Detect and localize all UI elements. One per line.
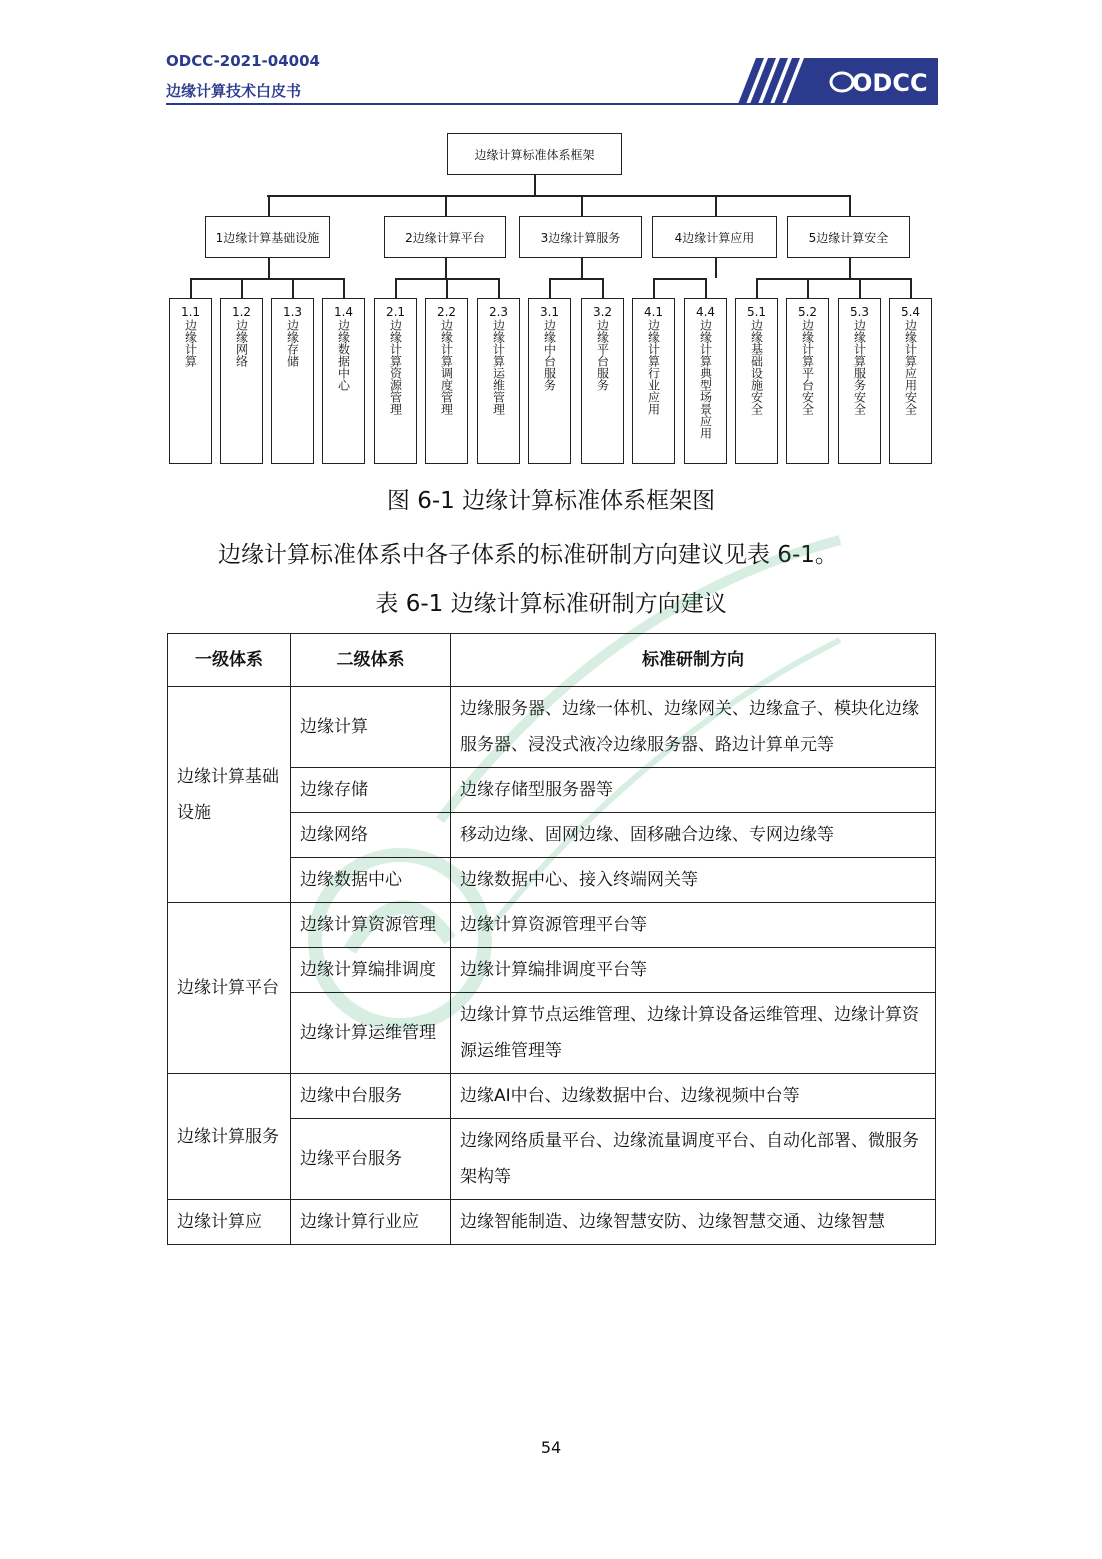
level2-cell: 边缘中台服务	[291, 1074, 451, 1119]
level2-cell: 边缘计算	[291, 687, 451, 768]
connector-line	[268, 258, 270, 278]
root-node: 边缘计算标准体系框架	[447, 133, 622, 175]
connector-line	[498, 278, 500, 298]
level2-cell: 边缘计算编排调度	[291, 948, 451, 993]
leaf-label: 边缘计算典型场景应用	[698, 319, 713, 439]
leaf-label: 边缘数据中心	[336, 319, 351, 391]
leaf-number: 5.1	[746, 305, 767, 319]
level1-cell: 边缘计算服务	[168, 1074, 291, 1200]
leaf-node	[889, 298, 932, 464]
connector-line	[446, 278, 448, 298]
table-row	[168, 1200, 936, 1245]
connector-line	[267, 195, 849, 197]
table-row	[168, 903, 936, 948]
connector-line	[549, 278, 604, 280]
level1-cell: 边缘计算平台	[168, 903, 291, 1074]
level1-cell: 边缘计算应	[168, 1200, 291, 1245]
connector-line	[581, 195, 583, 216]
connector-line	[807, 278, 809, 298]
leaf-node	[271, 298, 314, 464]
leaf-number: 2.2	[436, 305, 457, 319]
leaf-label: 边缘基础设施安全	[749, 319, 764, 415]
connector-line	[445, 195, 447, 216]
leaf-node	[735, 298, 778, 464]
direction-cell: 边缘智能制造、边缘智慧安防、边缘智慧交通、边缘智慧	[451, 1200, 936, 1245]
document-code: ODCC-2021-04004	[166, 52, 320, 70]
leaf-node	[477, 298, 520, 464]
leaf-node	[374, 298, 417, 464]
connector-line	[715, 195, 717, 216]
leaf-number: 1.4	[333, 305, 354, 319]
level2-cell: 边缘平台服务	[291, 1119, 451, 1200]
leaf-label: 边缘中台服务	[542, 319, 557, 391]
level1-cell: 边缘计算基础设施	[168, 687, 291, 903]
connector-line	[549, 278, 551, 298]
standards-direction-table	[167, 633, 936, 1245]
leaf-number: 1.3	[282, 305, 303, 319]
leaf-number: 3.2	[592, 305, 613, 319]
connector-line	[705, 278, 707, 298]
connector-line	[653, 278, 707, 280]
direction-cell: 边缘AI中台、边缘数据中台、边缘视频中台等	[451, 1074, 936, 1119]
odcc-logo-banner	[736, 56, 938, 104]
leaf-number: 5.4	[900, 305, 921, 319]
level2-cell: 边缘计算资源管理	[291, 903, 451, 948]
table-row	[168, 687, 936, 768]
connector-line	[756, 278, 912, 280]
body-paragraph: 边缘计算标准体系中各子体系的标准研制方向建议见表 6-1。	[218, 542, 838, 568]
table-row	[168, 1074, 936, 1119]
connector-line	[343, 278, 345, 298]
table-caption: 表 6-1 边缘计算标准研制方向建议	[375, 591, 727, 617]
leaf-node	[220, 298, 263, 464]
leaf-node	[786, 298, 829, 464]
page-number: 54	[540, 1438, 562, 1457]
leaf-label: 边缘计算运维管理	[491, 319, 506, 415]
leaf-label: 边缘计算应用安全	[903, 319, 918, 415]
document-title: 边缘计算技术白皮书	[166, 82, 302, 100]
leaf-number: 2.3	[488, 305, 509, 319]
leaf-label: 边缘计算	[183, 319, 198, 367]
connector-line	[849, 195, 851, 216]
connector-line	[190, 278, 345, 280]
leaf-label: 边缘计算平台安全	[800, 319, 815, 415]
connector-line	[910, 278, 912, 298]
column-header-level2: 二级体系	[291, 634, 451, 687]
connector-line	[445, 258, 447, 278]
leaf-node	[169, 298, 212, 464]
connector-line	[653, 278, 655, 298]
leaf-number: 1.2	[231, 305, 252, 319]
column-header-level1: 一级体系	[168, 634, 291, 687]
leaf-node	[425, 298, 468, 464]
direction-cell: 边缘计算资源管理平台等	[451, 903, 936, 948]
direction-cell: 边缘服务器、边缘一体机、边缘网关、边缘盒子、模块化边缘服务器、浸没式液冷边缘服务器、路边计算单元等	[451, 687, 936, 768]
leaf-number: 2.1	[385, 305, 406, 319]
connector-line	[241, 278, 243, 298]
leaf-number: 5.3	[849, 305, 870, 319]
direction-cell: 边缘网络质量平台、边缘流量调度平台、自动化部署、微服务架构等	[451, 1119, 936, 1200]
column-header-direction: 标准研制方向	[451, 634, 936, 687]
leaf-label: 边缘计算服务安全	[852, 319, 867, 415]
leaf-node	[322, 298, 365, 464]
group-node: 2边缘计算平台	[384, 216, 506, 258]
group-node: 1边缘计算基础设施	[205, 216, 330, 258]
level2-cell: 边缘计算运维管理	[291, 993, 451, 1074]
connector-line	[715, 258, 717, 278]
level2-cell: 边缘计算行业应	[291, 1200, 451, 1245]
leaf-label: 边缘平台服务	[595, 319, 610, 391]
leaf-label: 边缘存储	[285, 319, 300, 367]
connector-line	[395, 278, 397, 298]
figure-caption: 图 6-1 边缘计算标准体系框架图	[386, 488, 716, 514]
connector-line	[581, 258, 583, 278]
direction-cell: 边缘存储型服务器等	[451, 768, 936, 813]
group-node: 3边缘计算服务	[519, 216, 642, 258]
level2-cell: 边缘网络	[291, 813, 451, 858]
group-node: 4边缘计算应用	[652, 216, 777, 258]
table-header-row	[168, 634, 936, 687]
leaf-node	[684, 298, 727, 464]
group-node: 5边缘计算安全	[787, 216, 910, 258]
leaf-node	[528, 298, 571, 464]
leaf-number: 3.1	[539, 305, 560, 319]
level2-cell: 边缘存储	[291, 768, 451, 813]
leaf-node	[581, 298, 624, 464]
leaf-label: 边缘计算调度管理	[439, 319, 454, 415]
direction-cell: 移动边缘、固网边缘、固移融合边缘、专网边缘等	[451, 813, 936, 858]
leaf-node	[632, 298, 675, 464]
level2-cell: 边缘数据中心	[291, 858, 451, 903]
direction-cell: 边缘计算编排调度平台等	[451, 948, 936, 993]
direction-cell: 边缘数据中心、接入终端网关等	[451, 858, 936, 903]
connector-line	[859, 278, 861, 298]
connector-line	[190, 278, 192, 298]
direction-cell: 边缘计算节点运维管理、边缘计算设备运维管理、边缘计算资源运维管理等	[451, 993, 936, 1074]
leaf-number: 5.2	[797, 305, 818, 319]
connector-line	[268, 195, 270, 216]
connector-line	[849, 258, 851, 278]
logo-text: ODCC	[852, 69, 928, 97]
leaf-label: 边缘计算资源管理	[388, 319, 403, 415]
connector-line	[292, 278, 294, 298]
connector-line	[756, 278, 758, 298]
connector-line	[602, 278, 604, 298]
connector-line	[534, 175, 536, 196]
leaf-label: 边缘网络	[234, 319, 249, 367]
leaf-number: 4.4	[695, 305, 716, 319]
leaf-number: 4.1	[643, 305, 664, 319]
leaf-label: 边缘计算行业应用	[646, 319, 661, 415]
leaf-node	[838, 298, 881, 464]
leaf-number: 1.1	[180, 305, 201, 319]
